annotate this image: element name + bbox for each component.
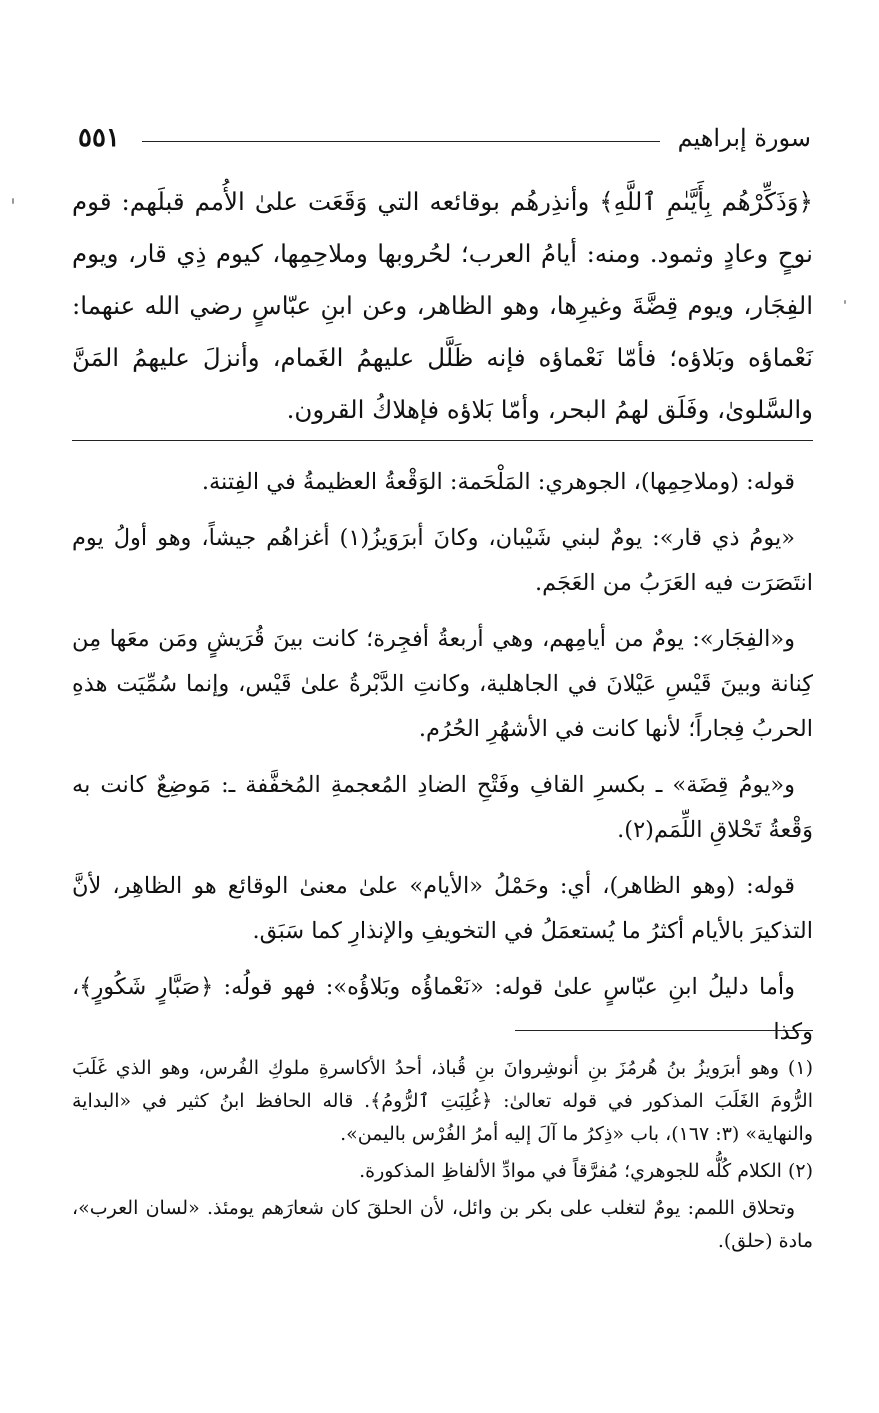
footnote-divider (515, 1030, 813, 1031)
footnote: (١) وهو أبرَويزُ بنُ هُرمُزَ بنِ أنوشِروانَ بنِ قُباذ، أحدُ الأكاسرةِ ملوكِ الفُرس، وهو الذي غَلَبَ الرُّومَ الغَلَبَ المذكور في قوله تعالىٰ: ﴿غُلِبَتِ ٱلرُّومُ﴾. قاله الحافظ ابنُ كثير في «البداية والنهاية» (٣: ١٦٧)، باب «ذِكرُ ما آلَ إليه أمرُ الفُرْس باليمن». (72, 1057, 813, 1145)
surah-title: سورة إبراهيم (677, 124, 811, 152)
main-text-divider (72, 440, 813, 441)
commentary-paragraph: و«الفِجَار»: يومٌ من أيامِهم، وهي أربعةُ أفجِرة؛ كانت بينَ قُرَيشٍ ومَن معَها مِن كِنانة وبينَ قَيْسِ عَيْلانَ في الجاهلية، وكانتِ الدَّبْرةُ علىٰ قَيْس، وإنما سُمِّيَت هذهِ الحربُ فِجاراً؛ لأنها كانت في الأشهُرِ الحُرُم. (72, 626, 813, 742)
commentary-paragraph: قوله: (وملاحِمِها)، الجوهري: المَلْحَمة: الوَقْعةُ العظيمةُ في الفِتنة. (201, 469, 795, 495)
main-paragraph: ﴿وَذَكِّرْهُم بِأَيَّىٰمِ ٱللَّهِ﴾ وأنذِرهُم بوقائعه التي وَقَعَت علىٰ الأُمم قبلَهم: قوم نوحٍ وعادٍ وثمود. ومنه: أيامُ العرب؛ لحُروبها وملاحِمِها، كيوم ذِي قار، ويوم الفِجَار، ويوم قِضَّةَ وغيرِها، وهو الظاهر، وعن ابنِ عبّاسٍ رضي الله عنهما: نَعْماؤه وبَلاؤه؛ فأمّا نَعْماؤه فإنه ظَلَّل عليهمُ الغَمام، وأنزلَ عليهمُ المَنَّ والسَّلوىٰ، وفَلَق لهمُ البحر، وأمّا بَلاؤه فإهلاكُ القرون. (72, 187, 813, 424)
header-rule (142, 141, 660, 142)
commentary-paragraph: «يومُ ذي قار»: يومٌ لبني شَيْبان، وكانَ أبرَوَيزُ(١) أغزاهُم جيشاً، وهو أولُ يوم انتَصَرَت فيه العَرَبُ من العَجَم. (72, 525, 813, 596)
scan-speck (844, 300, 846, 304)
commentary-paragraph: وأما دليلُ ابنِ عبّاسٍ علىٰ قوله: «نَعْماؤُه وبَلاؤُه»: فهو قولُه: ﴿صَبَّارٍ شَكُورٍ﴾، وكذا (72, 974, 813, 1045)
running-header (78, 118, 811, 158)
scan-speck (12, 198, 14, 204)
footnote: (٢) الكلام كُلُّه للجوهري؛ مُفرَّقاً في موادِّ الألفاظِ المذكورة. (359, 1160, 813, 1182)
footnote-continuation: وتحلاق اللمم: يومٌ لتغلب على بكر بن وائل، لأن الحلقَ كان شعارَهم يومئذ. «لسان العرب»، مادة (حلق). (72, 1197, 813, 1252)
footnotes-block (72, 1052, 813, 1262)
commentary-block (72, 460, 813, 1055)
commentary-paragraph: و«يومُ قِضَة» ـ بكسرِ القافِ وفَتْحِ الضادِ المُعجمةِ المُخفَّفة ـ: مَوضِعٌ كانت به وَقْعةُ تَحْلاقِ اللِّمَم(٢). (72, 772, 813, 843)
main-text-block (72, 176, 813, 436)
commentary-paragraph: قوله: (وهو الظاهر)، أي: وحَمْلُ «الأيام» علىٰ معنىٰ الوقائع هو الظاهِر، لأنَّ التذكيرَ بالأيام أكثرُ ما يُستعمَلُ في التخويفِ والإنذارِ كما سَبَق. (72, 873, 813, 944)
page-number: ٥٥١ (78, 123, 120, 153)
